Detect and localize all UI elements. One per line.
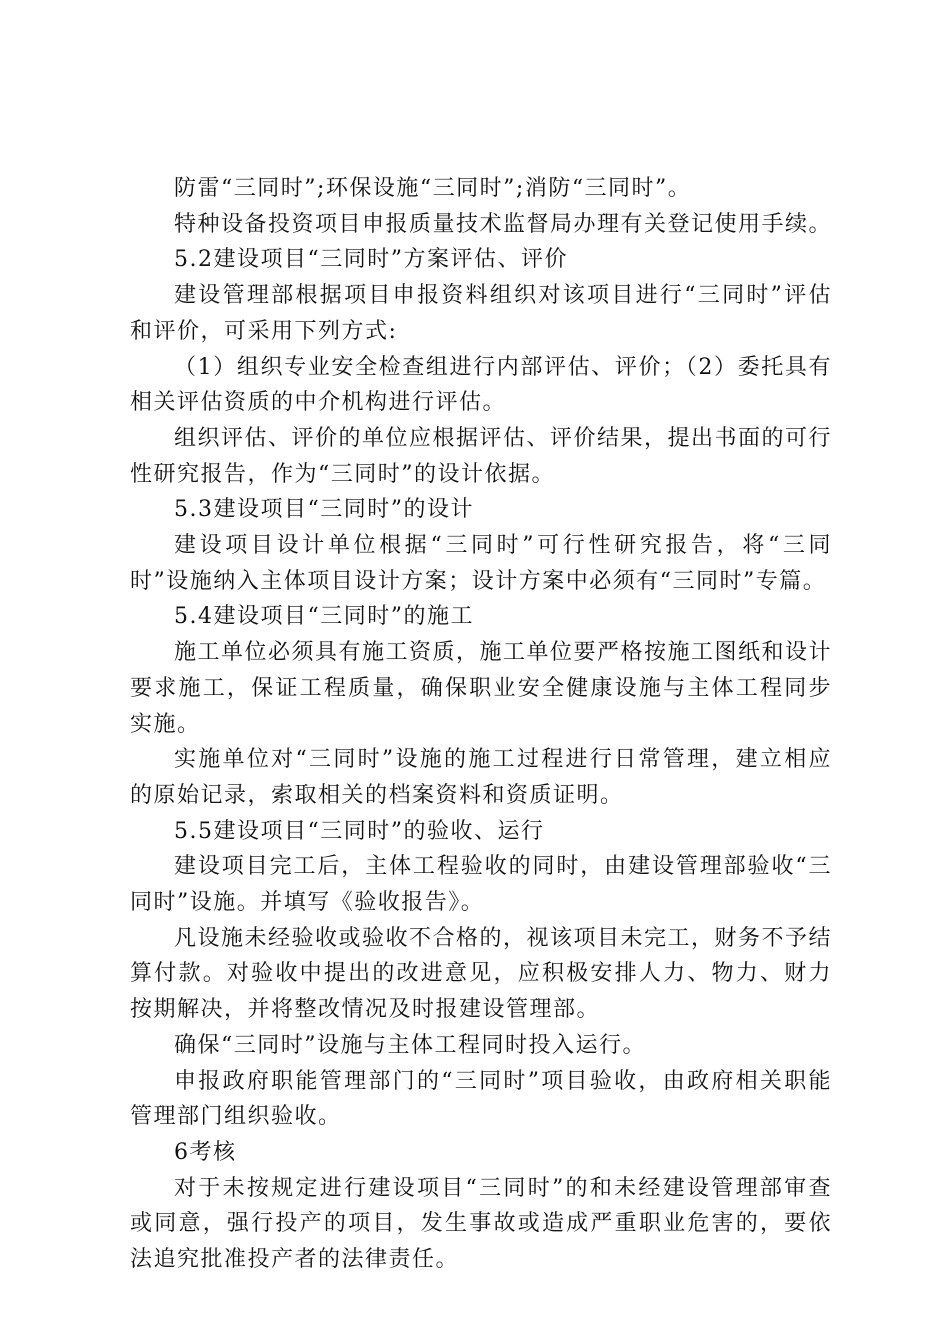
paragraph-evaluation-options: （1）组织专业安全检查组进行内部评估、评价；（2）委托具有相关评估资质的中介机构进行评估。 xyxy=(130,354,832,416)
section-heading-5-2: 5.2建设项目“三同时”方案评估、评价 xyxy=(174,247,568,273)
section-heading-5-3: 5.3建设项目“三同时”的设计 xyxy=(174,497,474,523)
paragraph-special-equipment: 特种设备投资项目申报质量技术监督局办理有关登记使用手续。 xyxy=(174,211,833,237)
section-heading-5-5: 5.5建设项目“三同时”的验收、运行 xyxy=(174,818,545,844)
paragraph-unaccepted: 凡设施未经验收或验收不合格的，视该项目未完工，财务不予结算付款。对验收中提出的改进意见，应积极安排人力、物力、财力按期解决，并将整改情况及时报建设管理部。 xyxy=(130,925,833,1023)
paragraph-evaluation-method: 建设管理部根据项目申报资料组织对该项目进行“三同时”评估和评价，可采用下列方式: xyxy=(130,283,832,344)
paragraph-government-acceptance: 申报政府职能管理部门的“三同时”项目验收，由政府相关职能管理部门组织验收。 xyxy=(130,1068,832,1130)
paragraph-design: 建设项目设计单位根据“三同时”可行性研究报告，将“三同时”设施纳入主体项目设计方案；设计方案中必须有“三同时”专篇。 xyxy=(130,533,832,594)
paragraph-construction-qualification: 施工单位必须具有施工资质，施工单位要严格按施工图纸和设计要求施工，保证工程质量，确保职业安全健康设施与主体工程同步实施。 xyxy=(130,640,833,737)
section-heading-6: 6考核 xyxy=(174,1139,237,1165)
document-body xyxy=(130,171,832,1278)
paragraph-assessment: 对于未按规定进行建设项目“三同时”的和未经建设管理部审查或同意，强行投产的项目，发生事故或造成严重职业危害的，要依法追究批准投产者的法律责任。 xyxy=(130,1175,832,1273)
paragraph-operation: 确保“三同时”设施与主体工程同时投入运行。 xyxy=(174,1032,646,1058)
section-heading-5-4: 5.4建设项目“三同时”的施工 xyxy=(174,604,474,630)
paragraph-feasibility-report: 组织评估、评价的单位应根据评估、评价结果，提出书面的可行性研究报告，作为“三同时”的设计依据。 xyxy=(130,425,833,487)
paragraph-construction-management: 实施单位对“三同时”设施的施工过程进行日常管理，建立相应的原始记录，索取相关的档案资料和资质证明。 xyxy=(130,747,832,808)
paragraph-fire-lightning: 防雷“三同时”;环保设施“三同时”;消防“三同时”。 xyxy=(174,176,692,201)
paragraph-acceptance: 建设项目完工后，主体工程验收的同时，由建设管理部验收“三同时”设施。并填写《验收报告》。 xyxy=(130,854,832,916)
